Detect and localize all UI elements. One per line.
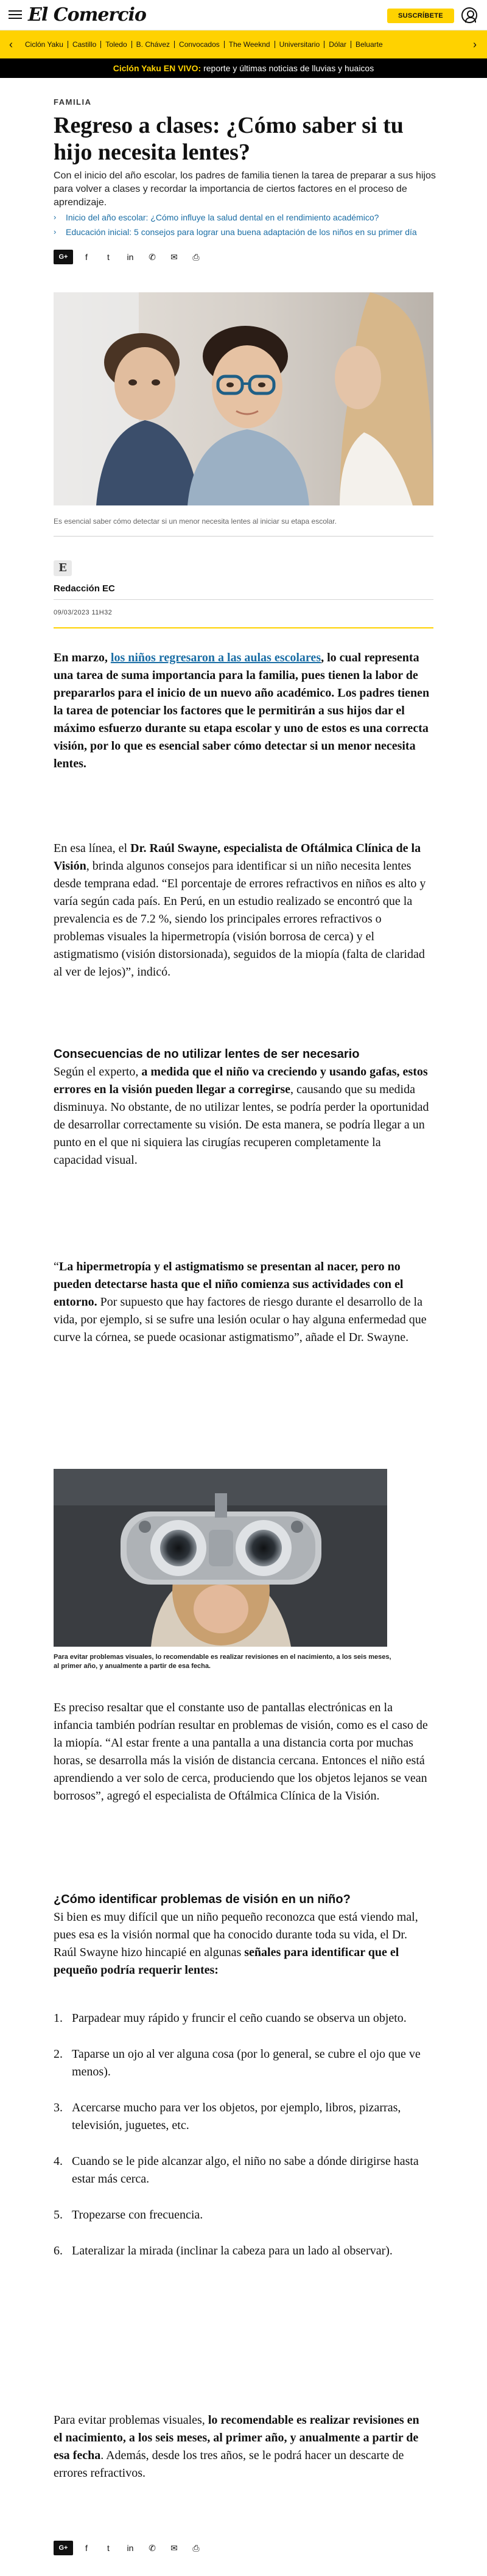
- author-avatar: E: [54, 560, 72, 576]
- twitter-share-icon[interactable]: t: [107, 252, 110, 262]
- list-item: [54, 2153, 431, 2188]
- user-account-icon[interactable]: [461, 7, 477, 23]
- site-header: [0, 0, 487, 30]
- breaking-news-bar[interactable]: [0, 58, 487, 78]
- list-number: 5.: [54, 2208, 63, 2222]
- paragraph-bold-text: lo recomendable es realizar revisiones en el nacimiento, a los seis meses, al primer año, y anualmente a partir de esa fecha: [54, 2413, 419, 2462]
- photo-caption: Para evitar problemas visuales, lo recomendable es realizar revisiones en el nacimiento, a los seis meses, al primer año, y anualmente a partir de esa fecha.: [54, 1653, 391, 1670]
- article-main-photo: [54, 292, 433, 505]
- chevron-right-icon: ›: [54, 227, 57, 236]
- whatsapp-share-icon[interactable]: ✆: [149, 2543, 156, 2553]
- nav-item-ciclon-yaku[interactable]: Ciclón Yaku: [21, 41, 68, 48]
- divider: [54, 599, 433, 600]
- paragraph-bold-text: señales para identificar que el pequeño podría requerir lentes:: [54, 1946, 399, 1977]
- related-link-text[interactable]: Inicio del año escolar: ¿Cómo influye la salud dental en el rendimiento académico?: [66, 213, 379, 222]
- paragraph-text: Según el experto,: [54, 1065, 142, 1079]
- list-item: [54, 2010, 431, 2027]
- article-subtitle: Con el inicio del año escolar, los padres de familia tienen la tarea de preparar a sus hijos para volver a clases y recordar la importancia de ciertos factores en el proceso de aprendizaje.: [54, 171, 436, 208]
- list-number: 1.: [54, 2011, 63, 2025]
- article-paragraph: [54, 1063, 431, 1169]
- article-paragraph: Es preciso resaltar que el constante uso de pantallas electrónicas en la infancia también podrían resultar en problemas de visión, como es el caso de la miopía. “Al estar frente a una pantalla a una distancia corta por muchas horas, se desarrolla más la visión de distancia cercana. Entonces el niño está aprendiendo a ver solo de cerca, produciendo que los objetos lejanos se vean borrosos”, agregó el especialista de Oftálmica Clínica de la Visión.: [54, 1701, 428, 1803]
- related-link[interactable]: [54, 211, 443, 224]
- related-link[interactable]: [54, 225, 443, 239]
- nav-item-dolar[interactable]: Dólar: [324, 41, 351, 48]
- paragraph-bold-text: , lo cual representa una tarea de suma importancia para la familia, pues tienen la labor de prepararlos para el inicio de un nuevo año académico. Los padres tienen la tarea de potenciar los factores que le permitirán a sus hijos dar el máximo esfuerzo durante su etapa escolar y uno de estos es una correcta visión, por lo que es esencial saber cómo detectar si un menor necesita lentes.: [54, 651, 430, 770]
- subheading: ¿Cómo identificar problemas de visión en un niño?: [54, 1893, 351, 1906]
- paragraph-bold-text: a medida que el niño va creciendo y usando gafas, estos errores en la visión pueden llegar a corregirse: [54, 1065, 428, 1096]
- list-number: 2.: [54, 2047, 63, 2061]
- publish-date: 09/03/2023 11H32: [54, 609, 113, 616]
- paragraph-text: En esa línea, el: [54, 842, 131, 855]
- article-paragraph: [54, 1909, 431, 1979]
- print-icon[interactable]: ⎙: [192, 2543, 200, 2553]
- trending-nav-items: [21, 30, 465, 58]
- paragraph-text: , causando que su medida disminuya. No obstante, de no utilizar lentes, se podría perder la oportunidad de desarrollar correctamente su visión. De esta manera, se podría llegar a un punto en el que ni siquiera las cirugías recuperen completamente la capacidad visual.: [54, 1083, 429, 1167]
- nav-item-universitario[interactable]: Universitario: [275, 41, 325, 48]
- article-paragraph: [54, 649, 431, 773]
- google-news-share-icon[interactable]: G+: [54, 250, 73, 264]
- subheading: Consecuencias de no utilizar lentes de ser necesario: [54, 1047, 360, 1061]
- paragraph-text: . Además, desde los tres años, se le podrá hacer un descarte de errores refractivos.: [54, 2449, 404, 2480]
- list-text: Parpadear muy rápido y fruncir el ceño cuando se observa un objeto.: [72, 2011, 407, 2025]
- article-paragraph: [54, 2412, 431, 2482]
- google-news-share-icon[interactable]: G+: [54, 2541, 73, 2555]
- nav-item-convocados[interactable]: Convocados: [175, 41, 225, 48]
- nav-item-castillo[interactable]: Castillo: [68, 41, 101, 48]
- linkedin-share-icon[interactable]: in: [127, 2543, 134, 2553]
- list-text: Acercarse mucho para ver los objetos, por ejemplo, libros, pizarras, televisión, juguetes, etc.: [72, 2101, 401, 2132]
- inline-link[interactable]: los niños regresaron a las aulas escolares: [110, 651, 321, 664]
- signs-list: [54, 2010, 431, 2260]
- list-text: Lateralizar la mirada (inclinar la cabeza para un lado al observar).: [72, 2244, 393, 2258]
- paragraph-text: Para evitar problemas visuales,: [54, 2413, 208, 2427]
- facebook-share-icon[interactable]: f: [85, 252, 88, 262]
- nav-item-beluarte[interactable]: Beluarte: [355, 40, 383, 49]
- list-item: [54, 2099, 431, 2134]
- trending-nav: [0, 30, 487, 58]
- list-text: Taparse un ojo al ver alguna cosa (por lo general, se cubre el ojo que ve menos).: [72, 2047, 421, 2078]
- list-number: 3.: [54, 2101, 63, 2114]
- email-share-icon[interactable]: ✉: [170, 252, 178, 262]
- nav-item-toledo[interactable]: Toledo: [101, 41, 131, 48]
- author-name[interactable]: Redacción EC: [54, 583, 115, 594]
- twitter-share-icon[interactable]: t: [107, 2543, 110, 2553]
- divider: [54, 536, 433, 537]
- facebook-share-icon[interactable]: f: [85, 2543, 88, 2553]
- list-item: [54, 2242, 431, 2260]
- paragraph-text: Por supuesto que hay factores de riesgo durante el desarrollo de la vida, por ejemplo, si se sufre una lesión ocular o hay alguna enfermedad que curve la córnea, se puede ocasionar astigmatismo”, añade el Dr. Swayne.: [54, 1295, 427, 1344]
- chevron-right-icon: ›: [54, 213, 57, 222]
- email-share-icon[interactable]: ✉: [170, 2543, 178, 2553]
- list-text: Tropezarse con frecuencia.: [72, 2208, 203, 2222]
- hamburger-menu-icon[interactable]: [9, 8, 23, 21]
- article-paragraph: [54, 840, 431, 981]
- share-bar: [54, 250, 209, 264]
- list-number: 4.: [54, 2155, 63, 2168]
- breaking-news-label: Ciclón Yaku EN VIVO:: [113, 63, 201, 73]
- divider: [54, 627, 433, 628]
- breaking-news-text[interactable]: reporte y últimas noticias de lluvias y huaicos: [201, 63, 374, 73]
- nav-prev-arrow-icon[interactable]: ‹: [9, 38, 13, 51]
- list-item: [54, 2206, 431, 2224]
- paragraph-text: , brinda algunos consejos para identificar si un niño necesita lentes desde temprana edad. “El porcentaje de errores refractivos en niños es alto y varía según cada país. En Perú, en un estudio realizado se encontró que la prevalencia es de 7.2 %, siendo los principales errores refractivos o problemas visuales la hipermetropía (visión borrosa de cerca) y el astigmatismo (visión distorsionada), seguidos de la miopía (falta de claridad al ver de lejos)”, indicó.: [54, 859, 426, 979]
- paragraph-text: Si bien es muy difícil que un niño pequeño reconozca que está viendo mal, pues esa es la visión normal que ha conocido durante toda su vida, el Dr. Raúl Swayne hizo hincapié en algunas: [54, 1910, 418, 1959]
- linkedin-share-icon[interactable]: in: [127, 252, 134, 262]
- subscribe-button[interactable]: SUSCRÍBETE: [387, 9, 454, 23]
- list-item: [54, 2046, 431, 2081]
- list-text: Cuando se le pide alcanzar algo, el niño no sabe a dónde dirigirse hasta estar más cerca.: [72, 2155, 419, 2186]
- site-logo[interactable]: El Comercio: [28, 4, 146, 26]
- article-photo-eye-exam: [54, 1469, 387, 1647]
- paragraph-lead: En marzo,: [54, 651, 111, 664]
- nav-next-arrow-icon[interactable]: ›: [473, 38, 477, 51]
- paragraph-bold-text: La hipermetropía y el astigmatismo se presentan al nacer, pero no pueden detectarse hasta que el niño comienza sus actividades con el entorno.: [54, 1260, 404, 1309]
- whatsapp-share-icon[interactable]: ✆: [149, 252, 156, 262]
- print-icon[interactable]: ⎙: [192, 252, 200, 262]
- paragraph-bold-text: Dr. Raúl Swayne, especialista de Oftálmica Clínica de la Visión: [54, 842, 421, 873]
- paragraph-text: “: [54, 1260, 59, 1273]
- photo-caption: Es esencial saber cómo detectar si un menor necesita lentes al iniciar su etapa escolar.: [54, 517, 337, 526]
- nav-item-b-chavez[interactable]: B. Chávez: [132, 41, 175, 48]
- list-number: 6.: [54, 2244, 63, 2258]
- nav-item-the-weeknd[interactable]: The Weeknd: [225, 41, 275, 48]
- related-link-text[interactable]: Educación inicial: 5 consejos para lograr una buena adaptación de los niños en su primer día: [66, 227, 417, 237]
- article-title: Regreso a clases: ¿Cómo saber si tu hijo necesita lentes?: [54, 113, 404, 165]
- related-links: [54, 211, 443, 240]
- article-paragraph: [54, 1258, 431, 1346]
- share-bar-bottom: [54, 2541, 209, 2555]
- section-label[interactable]: FAMILIA: [54, 97, 92, 107]
